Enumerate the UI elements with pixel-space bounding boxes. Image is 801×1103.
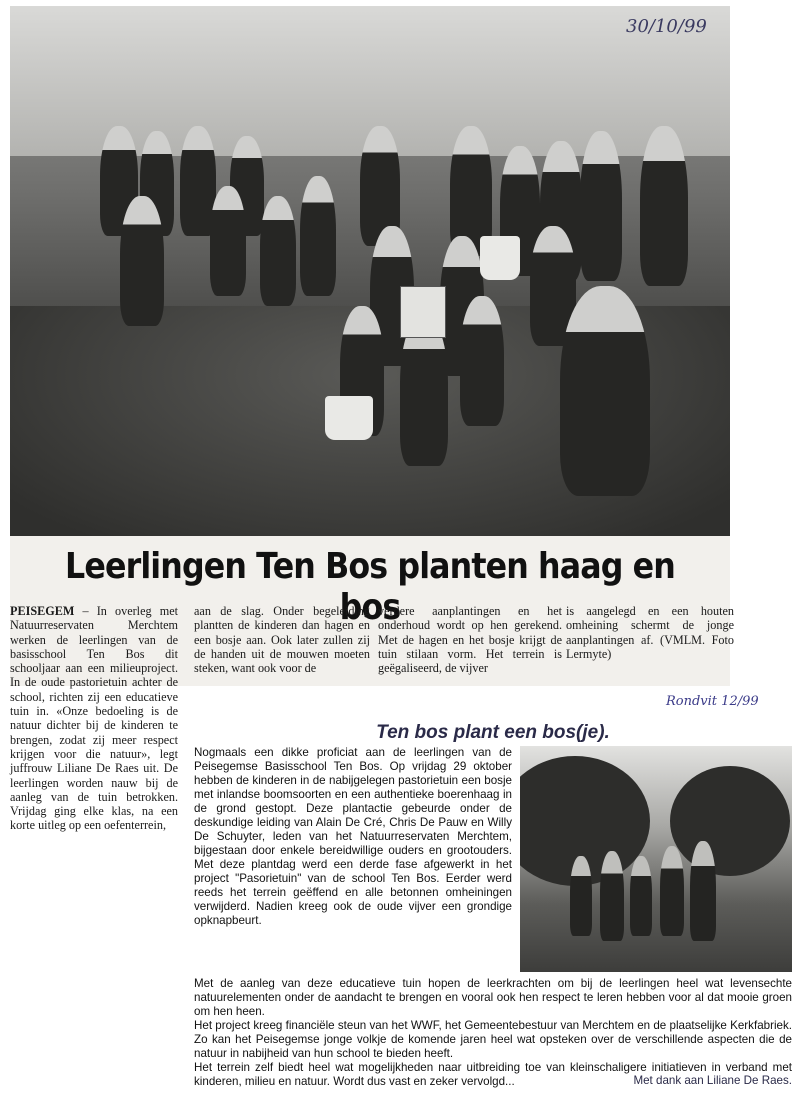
article-column-2: aan de slag. Onder begeleiding plantten de kinderen dan hagen en een bosje aan. Ook later zullen zij de handen uit de mouwen moeten steken, want ook voor de: [194, 604, 370, 676]
person: [560, 286, 650, 496]
person: [600, 851, 624, 941]
column-text: – In overleg met Natuurreservaten Merchtem werken de leerlingen van de basisschool Ten Bos dit schooljaar aan een milieuproject. In de oude pastorietuin achter de school, richten zij een educatieve tuin in. «Onze bedoeling is de natuur dichter bij de kinderen te brengen, zodat zij meer respect krijgen voor die natuur», legt juffrouw Liliane De Raes uit. De leerlingen worden nauw bij de aanleg van de tuin betrokken. Vrijdag ging elke klas, na een korte uitleg op een oefenterrein,: [10, 604, 178, 833]
person: [690, 841, 716, 941]
article-column-4: is aangelegd en een houten omheining schermt de jonge aanplantingen af. (VMLM. Foto Lermyte): [566, 604, 734, 661]
article-column-1: [10, 604, 178, 833]
acknowledgement: Met dank aan Liliane De Raes.: [633, 1074, 792, 1087]
article-wide-text: [194, 977, 792, 1089]
person: [630, 856, 652, 936]
person: [570, 856, 592, 936]
bucket: [325, 396, 373, 440]
paragraph: Het project kreeg financiële steun van het WWF, het Gemeentebestuur van Merchtem en de plaatselijke Kerkfabriek. Zo kan het Peisegemse jonge volkje de komende jaren heel wat opsteken over de verschillende aspecten die de natuur in nabijheid van hun school te bieden heeft.: [194, 1019, 792, 1060]
paragraph: Nogmaals een dikke proficiat aan de leerlingen van de Peisegemse Basisschool Ten Bos. Op vrijdag 29 oktober hebben de kinderen in de nabijgelegen pastorietuin een bosje met inlandse boomsoorten en een authentieke boerenhaag in de grond gestopt. Deze plantactie gebeurde onder de deskundige leiding van Alain De Cré, Chris De Pauw en Willy De Schuyter, leden van het Natuurreservaten Merchtem, bijgestaan door enkele bereidwillige ouders en grootouders. Met deze plantdag werd een derde fase afgewerkt in het project "Pasorietuin" van de school Ten Bos. Eerder werd reeds het terrein geëffend en alle betonnen omheiningen verwijderd. Nadien kreeg ook de oude vijver een grondige opknapbeurt.: [194, 746, 512, 927]
group-photo: [10, 6, 730, 536]
headline: Leerlingen Ten Bos planten haag en bos: [65, 546, 675, 628]
nature-reserve-sign: [400, 286, 446, 338]
person: [400, 316, 448, 466]
garden-photo: [520, 746, 792, 972]
handwritten-source: Rondvit 12/99: [666, 694, 759, 709]
newspaper-clipping-2: [188, 690, 798, 1098]
person: [580, 131, 622, 281]
article-left-column: [194, 746, 512, 933]
children-group: [100, 126, 700, 506]
person: [300, 176, 336, 296]
tree: [670, 766, 790, 876]
person: [120, 196, 164, 326]
handwritten-date: 30/10/99: [626, 16, 707, 37]
bucket: [480, 236, 520, 280]
person: [460, 296, 504, 426]
person: [640, 126, 688, 286]
person: [660, 846, 684, 936]
paragraph: Met de aanleg van deze educatieve tuin hopen de leerkrachten om bij de leerlingen heel wat levensechte natuurelementen onder de aandacht te brengen en vooral ook hen respect te leren hebben voor al dat mooie groen om hen heen.: [194, 977, 792, 1018]
person: [260, 196, 296, 306]
headline-2: Ten bos plant een bos(je).: [376, 722, 610, 743]
person: [210, 186, 246, 296]
dateline: PEISEGEM: [10, 604, 75, 618]
paragraph: Het terrein zelf biedt heel wat mogelijkheden naar uitbreiding toe van kleinschaligere initiatieven in verband met kinderen, milieu en natuur. Wordt dus vast en zeker vervolgd...: [194, 1061, 792, 1088]
article-column-3: verdere aanplantingen en het onderhoud wordt op hen gerekend. Met de hagen en het bosje krijgt de tuin stilaan vorm. Het terrein is geëgaliseerd, de vijver: [378, 604, 562, 676]
